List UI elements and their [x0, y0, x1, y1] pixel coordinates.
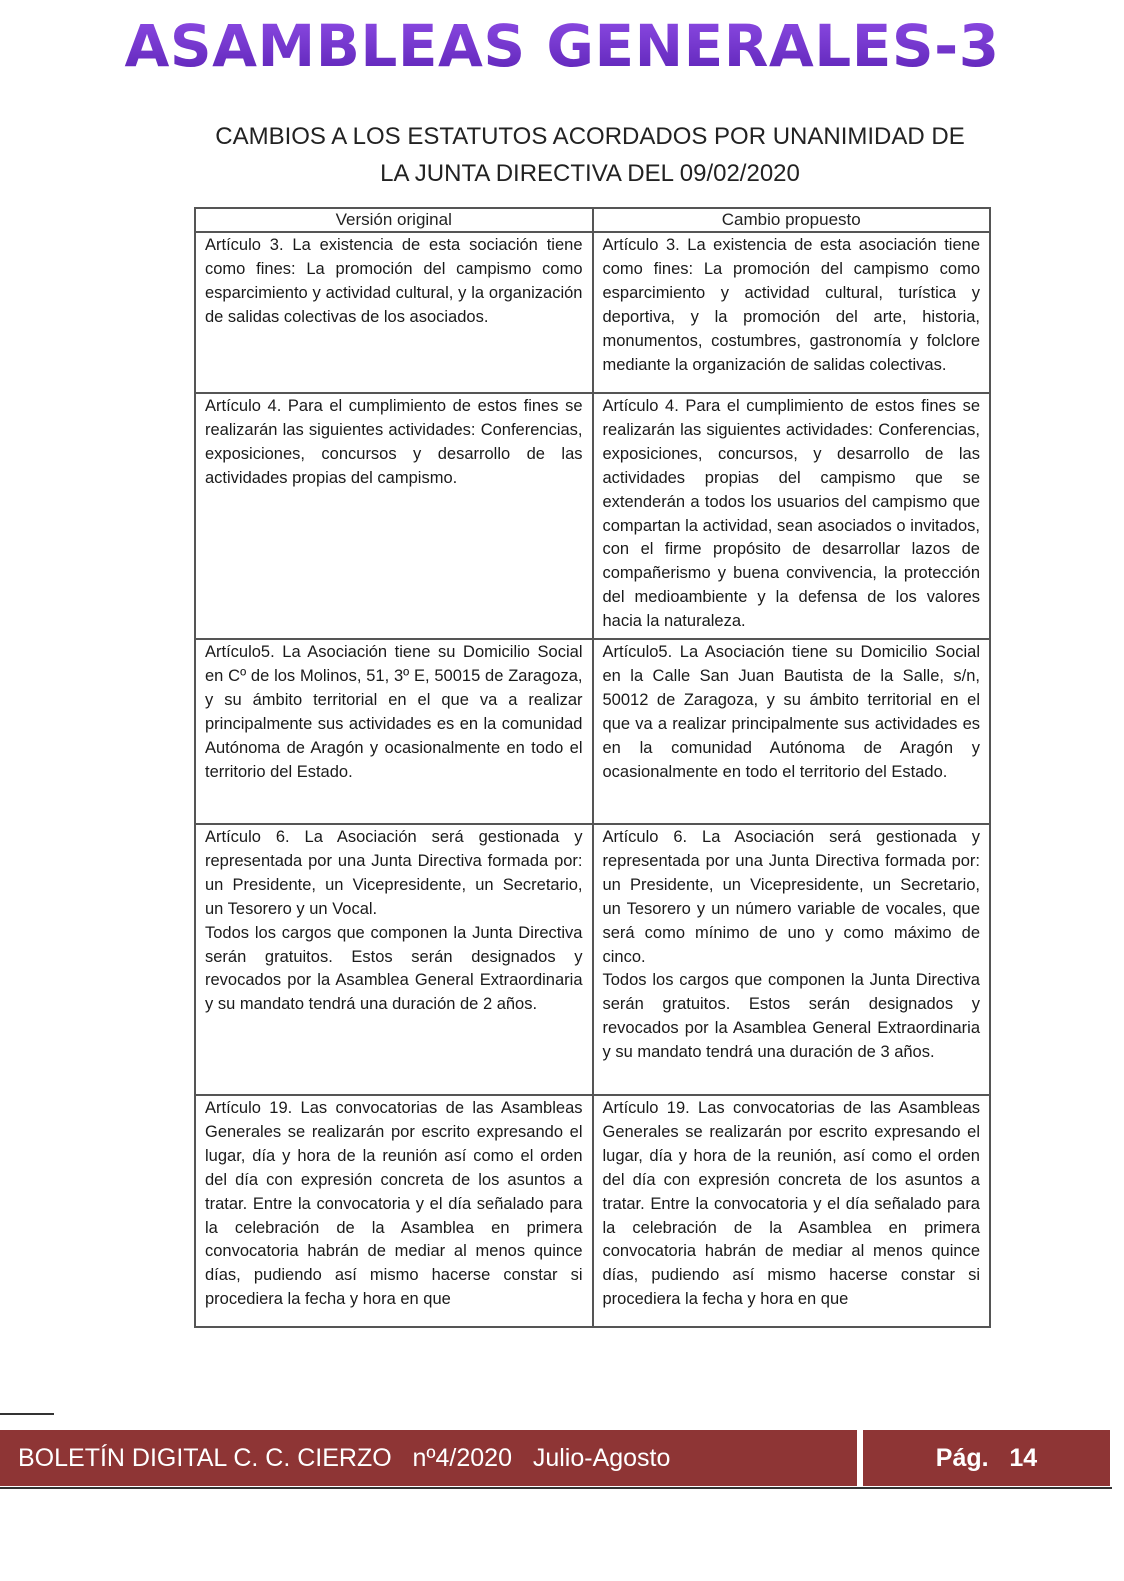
cell-paragraph: Artículo 6. La Asociación será gestionada y representada por una Junta Directiva formada por: un Presidente, un Vicepresidente, un Secretario, un Tesorero y un número variable de vocales, que será como mínimo de uno y como máximo de cinco. — [602, 828, 980, 966]
subtitle-line: LA JUNTA DIRECTIVA DEL 09/02/2020 — [380, 160, 800, 187]
table-header-row — [195, 208, 990, 232]
statutes-comparison-table — [194, 207, 991, 1328]
cell-paragraph: Todos los cargos que componen la Junta Directiva serán gratuitos. Estos serán designados y revocados por la Asamblea General Extraordinaria y su mandato tendrá una duración de 2 años. — [205, 923, 583, 1014]
original-cell: Artículo 19. Las convocatorias de las Asambleas Generales se realizarán por escrito expresando el lugar, día y hora de la reunión así como el orden del día con expresión concreta de los asuntos a tratar. Entre la convocatoria y el día señalado para la celebración de la Asamblea en primera convocatoria habrán de mediar al menos quince días, pudiendo así mismo hacerse constar si procediera la fecha y hora en que — [195, 1095, 593, 1327]
table-row — [195, 393, 990, 639]
original-cell: Artículo5. La Asociación tiene su Domicilio Social en Cº de los Molinos, 51, 3º E, 50015 de Zaragoza, y su ámbito territorial en el que va a realizar principalmente sus actividades es en la comunidad Autónoma de Aragón y ocasionalmente en todo el territorio del Estado. — [195, 639, 593, 824]
proposed-cell: Artículo 19. Las convocatorias de las Asambleas Generales se realizarán por escrito expresando el lugar, día y hora de la reunión, así como el orden del día con expresión concreta de los asuntos a tratar. Entre la convocatoria y el día señalado para la celebración de la Asamblea en primera convocatoria habrán de mediar al menos quince días, pudiendo así mismo hacerse constar si procediera la fecha y hora en que — [593, 1095, 991, 1327]
subtitle-line: CAMBIOS A LOS ESTATUTOS ACORDADOS POR UNANIMIDAD DE — [215, 123, 965, 150]
table-row — [195, 824, 990, 1095]
footnote-divider — [0, 1413, 54, 1415]
document-subtitle — [190, 118, 990, 192]
original-cell — [195, 824, 593, 1095]
cell-paragraph: Todos los cargos que componen la Junta Directiva serán gratuitos. Estos serán designados y revocados por la Asamblea General Extraordinaria y su mandato tendrá una duración de 3 años. — [602, 971, 980, 1062]
page-title: ASAMBLEAS GENERALES-3 — [0, 12, 1124, 80]
column-header-original: Versión original — [195, 208, 593, 232]
proposed-cell: Artículo5. La Asociación tiene su Domicilio Social en la Calle San Juan Bautista de la Salle, s/n, 50012 de Zaragoza, y su ámbito territorial en el que va a realizar principalmente sus actividades es en la comunidad Autónoma de Aragón y ocasionalmente en todo el territorio del Estado. — [593, 639, 991, 824]
table-row — [195, 1095, 990, 1327]
page-number: Pág. 14 — [935, 1444, 1038, 1472]
bulletin-info: BOLETÍN DIGITAL C. C. CIERZO nº4/2020 Julio-Agosto — [0, 1430, 857, 1486]
proposed-cell — [593, 824, 991, 1095]
table-row — [195, 639, 990, 824]
column-header-proposed: Cambio propuesto — [593, 208, 991, 232]
proposed-cell: Artículo 4. Para el cumplimiento de estos fines se realizarán las siguientes actividades: Conferencias, exposiciones, concursos, y desarrollo de las actividades propias del campismo que se extenderán a todos los usuarios del campismo que compartan la actividad, sean asociados o invitados, con el firme propósito de desarrollar lazos de compañerismo y buena convivencia, la protección del medioambiente y la defensa de los valores hacia la naturaleza. — [593, 393, 991, 639]
original-cell: Artículo 4. Para el cumplimiento de estos fines se realizarán las siguientes actividades: Conferencias, exposiciones, concursos y desarrollo de las actividades propias del campismo. — [195, 393, 593, 639]
footer-bottom-rule — [0, 1487, 1112, 1489]
original-cell: Artículo 3. La existencia de esta sociación tiene como fines: La promoción del campismo como esparcimiento y actividad cultural, y la organización de salidas colectivas de los asociados. — [195, 232, 593, 393]
table-row — [195, 232, 990, 393]
cell-paragraph: Artículo 6. La Asociación será gestionada y representada por una Junta Directiva formada por: un Presidente, un Vicepresidente, un Secretario, un Tesorero y un Vocal. — [205, 828, 583, 918]
page-footer — [0, 1430, 1110, 1486]
proposed-cell: Artículo 3. La existencia de esta asociación tiene como fines: La promoción del campismo como esparcimiento y actividad cultural, turística y deportiva, y la promoción del arte, historia, monumentos, costumbres, gastronomía y folclore mediante la organización de salidas colectivas. — [593, 232, 991, 393]
